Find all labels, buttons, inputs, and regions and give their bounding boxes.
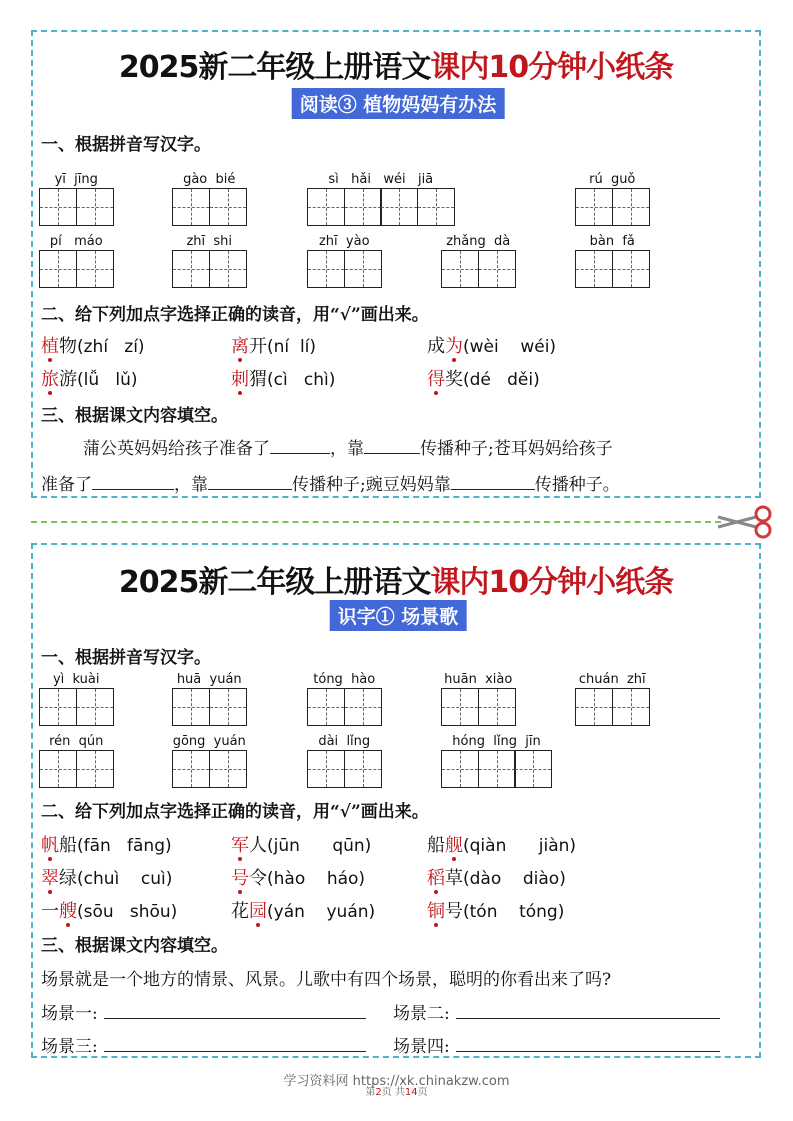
pronunciation-item: 刺猬(cì chì) (231, 369, 336, 390)
pronunciation-item: 花园(yán yuán) (231, 901, 376, 922)
pinyin-group (575, 672, 650, 728)
section-fill-heading: 三、根据课文内容填空。 (41, 936, 228, 956)
scene-intro-text: 场景就是一个地方的情景、风景。儿歌中有四个场景，聪明的你看出来了吗? (41, 970, 612, 990)
fill-paragraph-line1: 蒲公英妈妈给孩子准备了 ，靠 传播种子;苍耳妈妈给孩子 (83, 439, 613, 459)
character-writing-box[interactable] (441, 688, 479, 726)
pronunciation-item: 一艘(sōu shōu) (41, 901, 178, 922)
pinyin-label: hóng lǐng jīn (452, 734, 541, 749)
character-writing-box[interactable] (441, 750, 479, 788)
pinyin-options[interactable]: (chuì cuì) (77, 869, 173, 889)
pinyin-group (307, 172, 455, 228)
pinyin-label: rú guǒ (589, 172, 636, 187)
character-writing-box[interactable] (307, 188, 345, 226)
pinyin-label: yì kuài (52, 672, 100, 687)
pronunciation-item: 号令(hào háo) (231, 868, 366, 889)
pinyin-label: huān xiào (444, 672, 513, 687)
pronunciation-item: 离开(ní lí) (231, 336, 317, 357)
character-writing-box[interactable] (441, 250, 479, 288)
pinyin-label: bàn fǎ (589, 234, 635, 249)
pinyin-options[interactable]: (hào háo) (267, 869, 366, 889)
pinyin-group (39, 234, 114, 290)
character-writing-box[interactable] (39, 688, 77, 726)
character-writing-box[interactable] (575, 688, 613, 726)
answer-blank[interactable] (456, 1037, 720, 1052)
pinyin-group (39, 672, 114, 728)
pinyin-label: pí máo (49, 234, 103, 249)
pinyin-options[interactable]: (ní lí) (267, 337, 317, 357)
character-writing-box[interactable] (39, 250, 77, 288)
dotted-character: 旅 (41, 369, 59, 390)
pinyin-label: zhī shi (186, 234, 233, 249)
pinyin-group (307, 734, 382, 790)
pinyin-options[interactable]: (dé děi) (463, 370, 540, 390)
lesson-subtitle: 识字① 场景歌 (330, 600, 467, 631)
answer-blank[interactable] (92, 475, 174, 490)
section-pronunciation-heading: 二、给下列加点字选择正确的读音，用“√”画出来。 (41, 305, 429, 325)
lesson-subtitle: 阅读③ 植物妈妈有办法 (292, 88, 505, 119)
pronunciation-item: 帆船(fān fāng) (41, 835, 172, 856)
character-writing-box[interactable] (380, 188, 418, 226)
character-writing-box[interactable] (612, 250, 650, 288)
scene-line-2: 场景二: (393, 999, 720, 1024)
pinyin-group (172, 734, 247, 790)
character-writing-box[interactable] (612, 688, 650, 726)
pinyin-group (307, 672, 382, 728)
answer-blank[interactable] (104, 1004, 366, 1019)
pinyin-label: gōng yuán (172, 734, 246, 749)
character-writing-box[interactable] (478, 250, 516, 288)
pinyin-label: tóng hào (313, 672, 376, 687)
pinyin-options[interactable]: (jūn qūn) (267, 836, 372, 856)
pronunciation-item: 成为(wèi wéi) (427, 336, 557, 357)
pronunciation-item: 植物(zhí zí) (41, 336, 145, 357)
character-writing-box[interactable] (344, 750, 382, 788)
character-writing-box[interactable] (39, 750, 77, 788)
pinyin-group (441, 234, 516, 290)
character-writing-box[interactable] (307, 250, 345, 288)
section-fill-heading: 三、根据课文内容填空。 (41, 406, 228, 426)
dotted-character: 离 (231, 336, 249, 357)
character-writing-box[interactable] (76, 250, 114, 288)
pinyin-group (172, 172, 247, 228)
pronunciation-item: 船舰(qiàn jiàn) (427, 835, 577, 856)
character-writing-box[interactable] (307, 688, 345, 726)
character-writing-box[interactable] (612, 188, 650, 226)
pinyin-label: yī jīng (54, 172, 98, 187)
pinyin-group (307, 234, 382, 290)
pinyin-options[interactable]: (cì chì) (267, 370, 336, 390)
character-writing-box[interactable] (76, 750, 114, 788)
answer-blank[interactable] (451, 475, 535, 490)
pinyin-label: huā yuán (176, 672, 242, 687)
character-writing-box[interactable] (478, 750, 516, 788)
character-writing-box[interactable] (575, 188, 613, 226)
pinyin-group (39, 172, 114, 228)
answer-blank[interactable] (104, 1037, 366, 1052)
pinyin-options[interactable]: (lǚ lǔ) (77, 370, 138, 390)
answer-blank[interactable] (456, 1004, 720, 1019)
card-title: 2025新二年级上册语文课内10分钟小纸条 (118, 565, 674, 600)
scene-line-1: 场景一: (41, 999, 366, 1024)
fill-paragraph-line2: 准备了 ，靠 传播种子;豌豆妈妈靠 传播种子。 (41, 475, 620, 495)
pronunciation-item: 军人(jūn qūn) (231, 835, 372, 856)
dotted-character: 艘 (59, 901, 77, 922)
pronunciation-item: 翠绿(chuì cuì) (41, 868, 173, 889)
pinyin-group (39, 734, 114, 790)
character-writing-box[interactable] (575, 250, 613, 288)
section-pinyin-heading: 一、根据拼音写汉字。 (41, 135, 211, 155)
character-writing-box[interactable] (209, 688, 247, 726)
character-writing-box[interactable] (172, 188, 210, 226)
dotted-character: 得 (427, 369, 445, 390)
character-writing-box[interactable] (76, 188, 114, 226)
character-writing-box[interactable] (344, 250, 382, 288)
dotted-character: 号 (231, 868, 249, 889)
pronunciation-item: 铜号(tón tóng) (427, 901, 565, 922)
pinyin-options[interactable]: (sōu shōu) (77, 902, 178, 922)
pinyin-group (575, 172, 650, 228)
pinyin-label: sì hǎi wéi jiā (328, 172, 434, 187)
scissors-icon (716, 505, 776, 539)
answer-blank[interactable] (208, 475, 292, 490)
character-writing-box[interactable] (514, 750, 552, 788)
character-writing-box[interactable] (417, 188, 455, 226)
character-writing-box[interactable] (172, 750, 210, 788)
worksheet-card-reading3 (31, 30, 761, 498)
pinyin-group (172, 672, 247, 728)
dotted-character: 刺 (231, 369, 249, 390)
scene-line-3: 场景三: (41, 1032, 366, 1057)
pinyin-options[interactable]: (fān fāng) (77, 836, 172, 856)
pinyin-options[interactable]: (wèi wéi) (463, 337, 557, 357)
pinyin-options[interactable]: (zhí zí) (77, 337, 145, 357)
pinyin-label: zhī yào (318, 234, 370, 249)
character-writing-box[interactable] (39, 188, 77, 226)
pinyin-label: zhǎng dà (446, 234, 511, 249)
scene-line-4: 场景四: (393, 1032, 720, 1057)
pinyin-options[interactable]: (yán yuán) (267, 902, 376, 922)
character-writing-box[interactable] (76, 688, 114, 726)
dotted-character: 帆 (41, 835, 59, 856)
character-writing-box[interactable] (209, 750, 247, 788)
pinyin-group (172, 234, 247, 290)
pronunciation-item: 旅游(lǚ lǔ) (41, 369, 138, 390)
page-number: 第2页 共14页 (365, 1087, 428, 1098)
dotted-character: 植 (41, 336, 59, 357)
pinyin-options[interactable]: (tón tóng) (463, 902, 565, 922)
pronunciation-item: 稻草(dào diào) (427, 868, 566, 889)
card-title: 2025新二年级上册语文课内10分钟小纸条 (118, 50, 674, 85)
pinyin-options[interactable]: (dào diào) (463, 869, 566, 889)
pinyin-group (441, 672, 516, 728)
pronunciation-item: 得奖(dé děi) (427, 369, 540, 390)
character-writing-box[interactable] (209, 188, 247, 226)
dotted-character: 军 (231, 835, 249, 856)
answer-blank[interactable] (364, 439, 420, 454)
pinyin-label: rén qún (49, 734, 104, 749)
character-writing-box[interactable] (209, 250, 247, 288)
pinyin-group (575, 234, 650, 290)
dotted-character: 为 (445, 336, 463, 357)
section-pinyin-heading: 一、根据拼音写汉字。 (41, 648, 211, 668)
pinyin-label: dài lǐng (318, 734, 371, 749)
cut-line (31, 521, 721, 523)
pinyin-label: gào bié (183, 172, 236, 187)
dotted-character: 园 (249, 901, 267, 922)
character-writing-box[interactable] (172, 250, 210, 288)
character-writing-box[interactable] (307, 750, 345, 788)
dotted-character: 舰 (445, 835, 463, 856)
pinyin-label: chuán zhī (578, 672, 646, 687)
answer-blank[interactable] (270, 439, 330, 454)
dotted-character: 翠 (41, 868, 59, 889)
dotted-character: 稻 (427, 868, 445, 889)
character-writing-box[interactable] (344, 688, 382, 726)
dotted-character: 铜 (427, 901, 445, 922)
character-writing-box[interactable] (172, 688, 210, 726)
worksheet-card-literacy1 (31, 543, 761, 1058)
character-writing-box[interactable] (478, 688, 516, 726)
character-writing-box[interactable] (344, 188, 382, 226)
pinyin-options[interactable]: (qiàn jiàn) (463, 836, 577, 856)
pinyin-group (441, 734, 552, 790)
footer-watermark: 学习资料网 https://xk.chinakzw.com (283, 1074, 510, 1089)
section-pronunciation-heading: 二、给下列加点字选择正确的读音，用“√”画出来。 (41, 802, 429, 822)
